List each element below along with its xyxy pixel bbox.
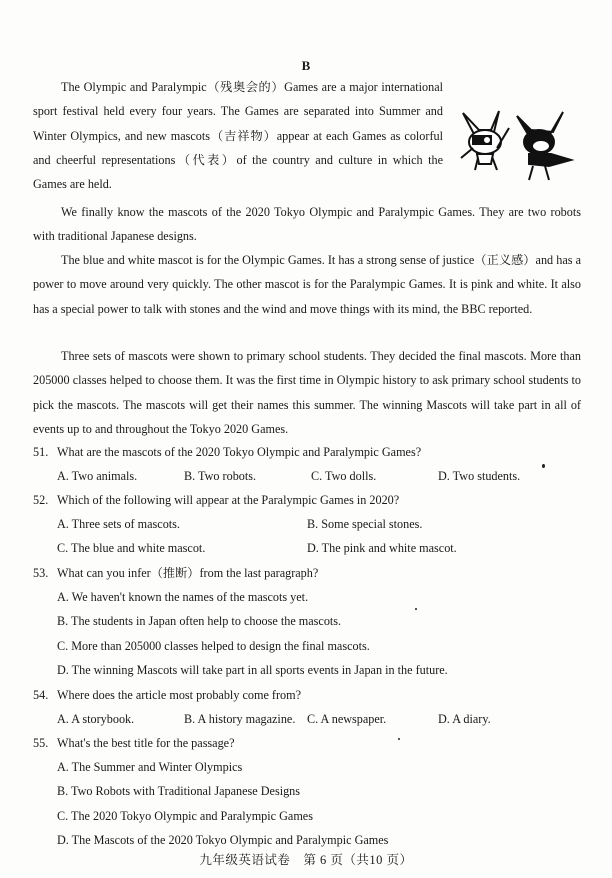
option-c[interactable]: C. The 2020 Tokyo Olympic and Paralympic Games [57, 808, 313, 823]
scan-speck [542, 464, 545, 468]
question-stem: What can you infer（推断）from the last paragraph? [57, 566, 319, 580]
option-d[interactable]: D. The pink and white mascot. [307, 541, 457, 556]
option-d[interactable]: D. Two students. [438, 469, 521, 484]
question-stem: What are the mascots of the 2020 Tokyo Olympic and Paralympic Games? [57, 445, 422, 459]
question-number: 53. [33, 566, 49, 580]
question-stem: Where does the article most probably come from? [57, 688, 301, 702]
option-a[interactable]: A. Two animals. [57, 469, 138, 484]
option-b[interactable]: B. Two Robots with Traditional Japanese Designs [57, 784, 301, 799]
option-c[interactable]: C. A newspaper. [307, 712, 387, 727]
question-54 [33, 683, 593, 731]
option-a[interactable]: A. Three sets of mascots. [57, 517, 180, 532]
passage-paragraph-2: We finally know the mascots of the 2020 Tokyo Olympic and Paralympic Games. They are two robots with traditional Japanese designs. [33, 205, 581, 244]
page-footer: 九年级英语试卷 第 6 页（共10 页） [199, 853, 413, 867]
paragraph-text: The Olympic and Paralympic（残奥会的）Games are a major international sport festival held every four years. The Games are separated into Summer and Winter Olympics, and new mascots（吉祥物）appear at each Games as colorful and cheerful representations（代表）of the country and culture in which the Games are held. [33, 80, 443, 192]
question-53 [33, 561, 593, 682]
question-number: 51. [33, 445, 49, 459]
olympic-mascot-figure [461, 111, 509, 170]
section-title: B [301, 58, 311, 73]
question-51 [33, 440, 593, 488]
option-b[interactable]: B. Some special stones. [307, 517, 423, 532]
passage-paragraph-4: Three sets of mascots were shown to primary school students. They decided the final mascots. More than 205000 classes helped to choose them. It was the first time in Olympic history to ask primary school students to pick the mascots. The mascots will get their names this summer. The winning Mascots will take part in all of events up to and throughout the Tokyo 2020 Games. [33, 349, 581, 436]
option-d[interactable]: D. A diary. [438, 712, 491, 727]
question-number: 55. [33, 736, 49, 750]
mascots-illustration [453, 108, 583, 183]
question-number: 52. [33, 493, 49, 507]
paralympic-mascot-figure [517, 112, 571, 180]
option-d[interactable]: D. The Mascots of the 2020 Tokyo Olympic and Paralympic Games [57, 832, 389, 847]
option-a[interactable]: A. We haven't known the names of the mascots yet. [57, 590, 309, 605]
passage-paragraph-3: The blue and white mascot is for the Olympic Games. It has a strong sense of justice（正义感）and has a power to move around very quickly. The other mascot is for the Paralympic Games. It is pink and white. It also has a special power to talk with stones and the wind and move things with its mind, the BBC reported. [33, 253, 581, 316]
option-c[interactable]: C. Two dolls. [311, 469, 377, 484]
option-c[interactable]: C. The blue and white mascot. [57, 541, 206, 556]
option-d[interactable]: D. The winning Mascots will take part in all sports events in Japan in the future. [57, 662, 448, 677]
option-b[interactable]: B. The students in Japan often help to choose the mascots. [57, 614, 342, 629]
question-number: 54. [33, 688, 49, 702]
option-b[interactable]: B. Two robots. [184, 469, 257, 484]
option-a[interactable]: A. The Summer and Winter Olympics [57, 760, 243, 775]
scan-speck [415, 608, 417, 610]
question-stem: Which of the following will appear at the Paralympic Games in 2020? [57, 493, 400, 507]
scan-speck [398, 738, 400, 740]
option-b[interactable]: B. A history magazine. [184, 712, 296, 727]
question-52 [33, 488, 593, 561]
option-a[interactable]: A. A storybook. [57, 712, 135, 727]
question-stem: What's the best title for the passage? [57, 736, 235, 750]
option-c[interactable]: C. More than 205000 classes helped to design the final mascots. [57, 638, 370, 653]
question-55 [33, 731, 593, 852]
